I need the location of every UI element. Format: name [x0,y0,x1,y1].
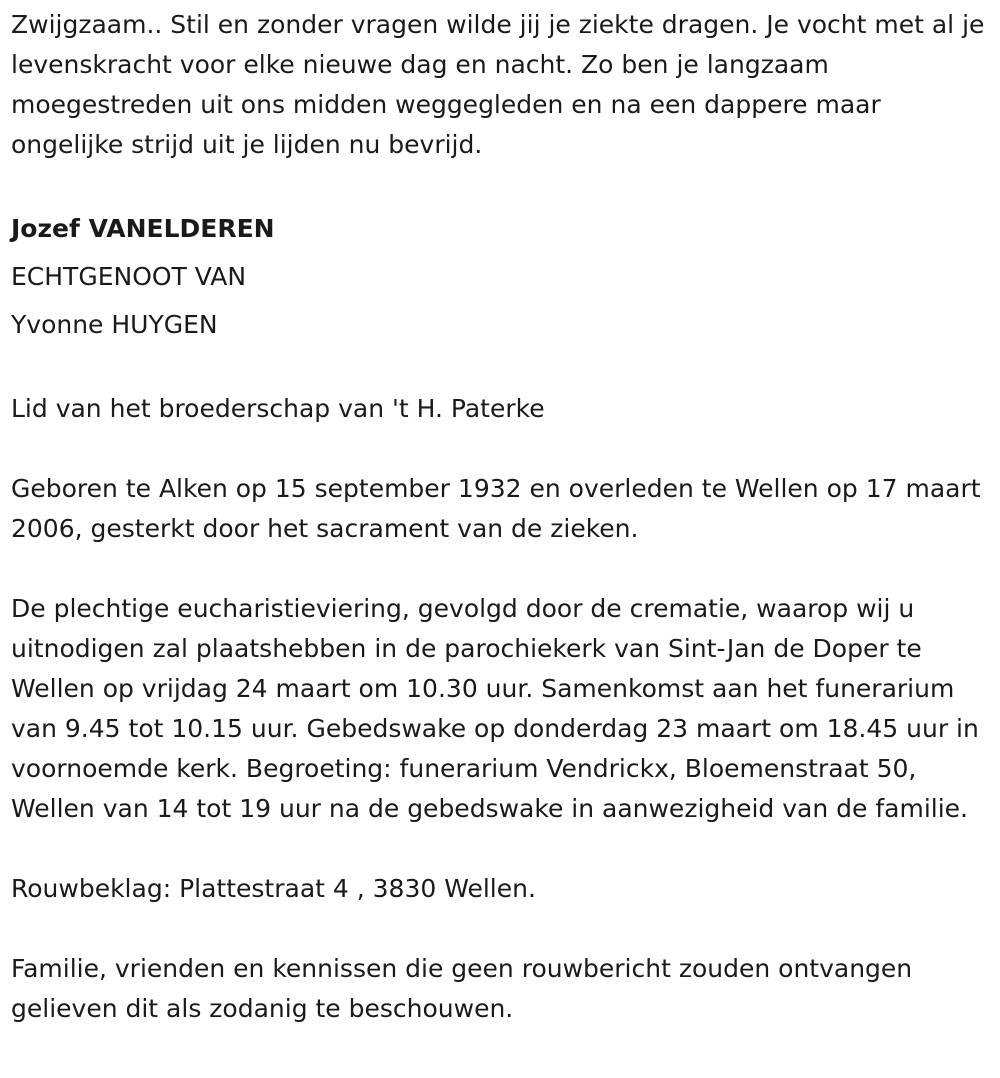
condolence-address: Rouwbeklag: Plattestraat 4 , 3830 Wellen. [11,874,536,903]
intro-poem: Zwijgzaam.. Stil en zonder vragen wilde jij je ziekte dragen. Je vocht met al je levenskracht voor elke nieuwe dag en nacht. Zo ben je langzaam moegestreden uit ons midden weggegleden en na een dappere maar ongelijke strijd uit je lijden nu bevrijd. [11,10,985,159]
spouse-name: Yvonne HUYGEN [11,310,218,339]
birth-death-paragraph: Geboren te Alken op 15 september 1932 en overleden te Wellen op 17 maart 2006, gesterkt door het sacrament van de zieken. [11,474,981,543]
deceased-block [11,205,986,349]
ceremony-paragraph: De plechtige eucharistieviering, gevolgd door de crematie, waarop wij u uitnodigen zal plaatshebben in de parochiekerk van Sint-Jan de Doper te Wellen op vrijdag 24 maart om 10.30 uur. Samenkomst aan het funerarium van 9.45 tot 10.15 uur. Gebedswake op donderdag 23 maart om 18.45 uur in voornoemde kerk. Begroeting: funerarium Vendrickx, Bloemenstraat 50, Wellen van 14 tot 19 uur na de gebedswake in aanwezigheid van de familie. [11,594,979,823]
relation-label: ECHTGENOOT VAN [11,262,247,291]
deceased-name: Jozef VANELDEREN [11,214,275,243]
membership-line: Lid van het broederschap van 't H. Paterke [11,394,545,423]
closing-paragraph: Familie, vrienden en kennissen die geen rouwbericht zouden ontvangen gelieven dit als zodanig te beschouwen. [11,954,913,1023]
